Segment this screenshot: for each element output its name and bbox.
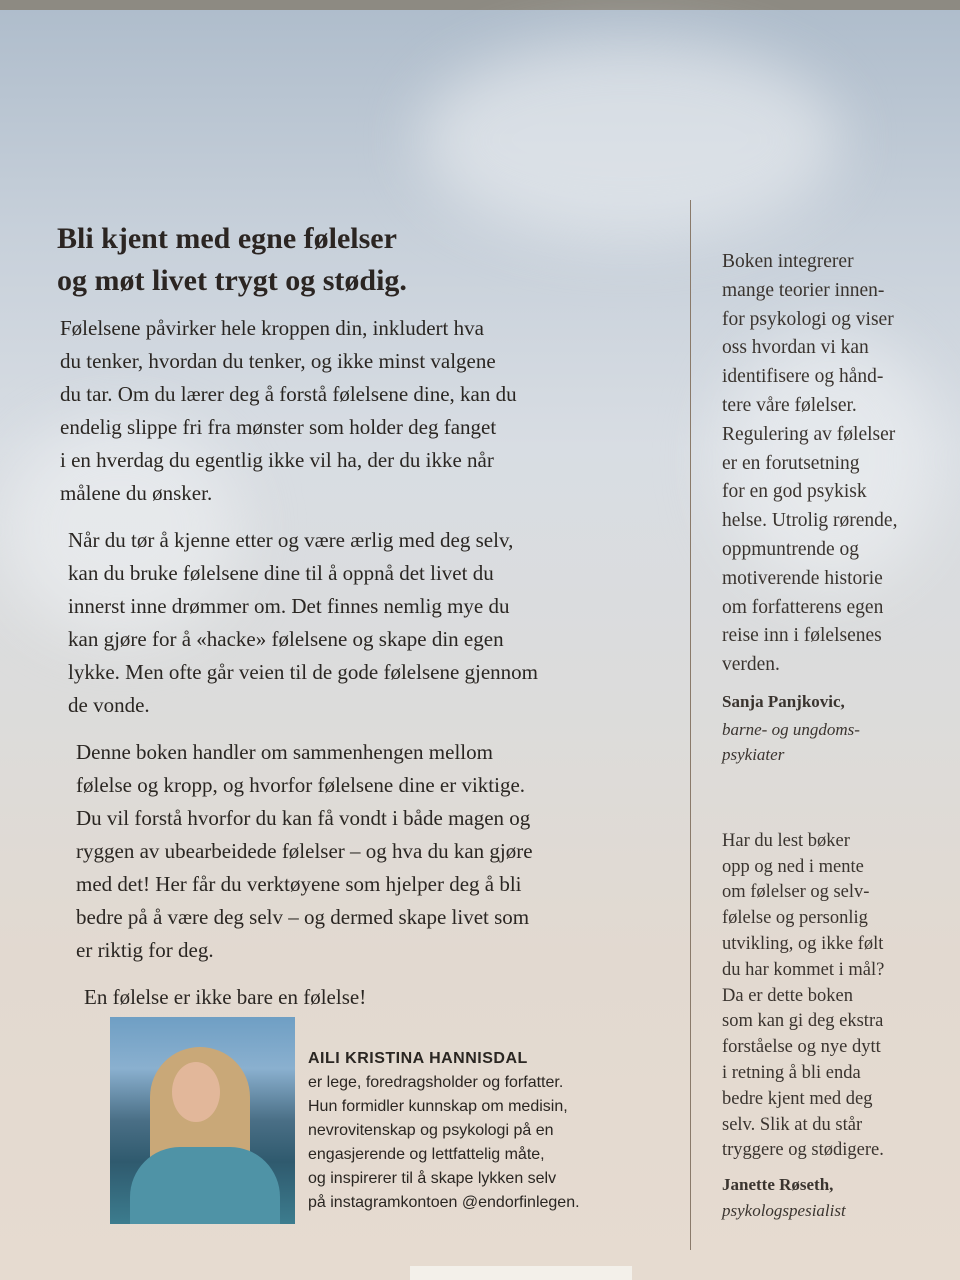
cover-top-edge <box>0 0 960 10</box>
text-line: kan gjøre for å «hacke» følelsene og skape din egen <box>68 627 504 651</box>
text-line: Denne boken handler om sammenhengen mellom <box>76 740 493 764</box>
quote-line: tere våre følelser. <box>722 394 857 416</box>
quote-line: Da er dette boken <box>722 985 853 1006</box>
text-line: bedre på å være deg selv – og dermed skape livet som <box>76 905 530 929</box>
bio-line: og inspirerer til å skape lykken selv <box>308 1170 557 1187</box>
column-divider <box>690 200 691 1250</box>
cloud-decoration <box>420 40 840 240</box>
text-line: Følelsene påvirker hele kroppen din, inkludert hva <box>60 316 484 340</box>
blurb-paragraph <box>68 524 670 722</box>
text-line: målene du ønsker. <box>60 481 213 505</box>
quote-line: mange teorier innen- <box>722 279 885 301</box>
quote-author-role: psykiater <box>722 744 785 764</box>
text-line: de vonde. <box>68 693 150 717</box>
quote-line: Har du lest bøker <box>722 830 850 851</box>
quote-line: reise inn i følelsenes <box>722 625 882 647</box>
quote-line: i retning å bli enda <box>722 1062 861 1083</box>
quote-line: opp og ned i mente <box>722 856 864 877</box>
quote-line: bedre kjent med deg <box>722 1088 873 1109</box>
quote-author: Janette Røseth, <box>722 1175 834 1195</box>
bio-line: Hun formidler kunnskap om medisin, <box>308 1098 568 1115</box>
quotes-column <box>722 248 947 1223</box>
heading-line: og møt livet trygt og stødig. <box>57 264 407 297</box>
quote-line: forståelse og nye dytt <box>722 1037 881 1058</box>
bio-line: på instagramkontoen @endorfinlegen. <box>308 1194 580 1211</box>
cover-heading <box>57 218 407 302</box>
text-line: En følelse er ikke bare en følelse! <box>84 985 367 1009</box>
text-line: lykke. Men ofte går veien til de gode følelsene gjennom <box>68 660 539 684</box>
quote-line: Regulering av følelser <box>722 423 896 445</box>
quote-line: verden. <box>722 654 780 676</box>
quote-line: om følelser og selv- <box>722 882 870 903</box>
quote-line: Boken integrerer <box>722 251 854 272</box>
quote-line: for psykologi og viser <box>722 308 894 330</box>
blurb-paragraph <box>76 736 670 967</box>
quote-line: følelse og personlig <box>722 908 868 929</box>
author-bio <box>308 1047 580 1215</box>
quote-line: helse. Utrolig rørende, <box>722 510 898 532</box>
bio-line: er lege, foredragsholder og forfatter. <box>308 1074 564 1091</box>
quote-author: Sanja Panjkovic, <box>722 691 845 711</box>
text-line: kan du bruke følelsene dine til å oppnå det livet du <box>68 561 494 585</box>
blurb-paragraph <box>84 981 670 1014</box>
author-photo <box>110 1017 295 1224</box>
text-line: endelig slippe fri fra mønster som holder deg fanget <box>60 415 497 439</box>
quote-line: motiverende historie <box>722 567 883 589</box>
quote-line: utvikling, og ikke følt <box>722 933 884 954</box>
barcode-label-edge <box>410 1266 632 1280</box>
text-line: følelse og kropp, og hvorfor følelsene dine er viktige. <box>76 773 526 797</box>
endorsement-quote <box>722 829 947 1223</box>
quote-line: oppmuntrende og <box>722 538 860 560</box>
bio-line: engasjerende og lettfattelig måte, <box>308 1146 545 1163</box>
quote-line: tryggere og stødigere. <box>722 1140 884 1161</box>
text-line: i en hverdag du egentlig ikke vil ha, der du ikke når <box>60 448 494 472</box>
blurb <box>60 312 670 1028</box>
text-line: er riktig for deg. <box>76 938 214 962</box>
text-line: innerst inne drømmer om. Det finnes nemlig mye du <box>68 594 510 618</box>
blurb-paragraph <box>60 312 670 510</box>
text-line: Når du tør å kjenne etter og være ærlig med deg selv, <box>68 528 514 552</box>
quote-line: for en god psykisk <box>722 481 867 503</box>
heading-line: Bli kjent med egne følelser <box>57 222 397 255</box>
quote-author-role: barne- og ungdoms- <box>722 719 860 739</box>
quote-line: er en forutsetning <box>722 452 860 474</box>
quote-author-role: psykologspesialist <box>722 1200 846 1220</box>
quote-line: du har kommet i mål? <box>722 959 885 980</box>
text-line: Du vil forstå hvorfor du kan få vondt i både magen og <box>76 806 531 830</box>
bio-line: nevrovitenskap og psykologi på en <box>308 1122 554 1139</box>
quote-line: oss hvordan vi kan <box>722 337 869 359</box>
text-line: ryggen av ubearbeidede følelser – og hva du kan gjøre <box>76 839 533 863</box>
endorsement-quote <box>722 248 947 767</box>
author-name: AILI KRISTINA HANNISDAL <box>308 1050 528 1067</box>
quote-line: identifisere og hånd- <box>722 366 884 388</box>
quote-line: om forfatterens egen <box>722 596 884 618</box>
quote-line: selv. Slik at du står <box>722 1114 863 1135</box>
text-line: du tar. Om du lærer deg å forstå følelsene dine, kan du <box>60 382 517 406</box>
text-line: med det! Her får du verktøyene som hjelper deg å bli <box>76 872 522 896</box>
quote-line: som kan gi deg ekstra <box>722 1011 884 1032</box>
text-line: du tenker, hvordan du tenker, og ikke minst valgene <box>60 349 496 373</box>
